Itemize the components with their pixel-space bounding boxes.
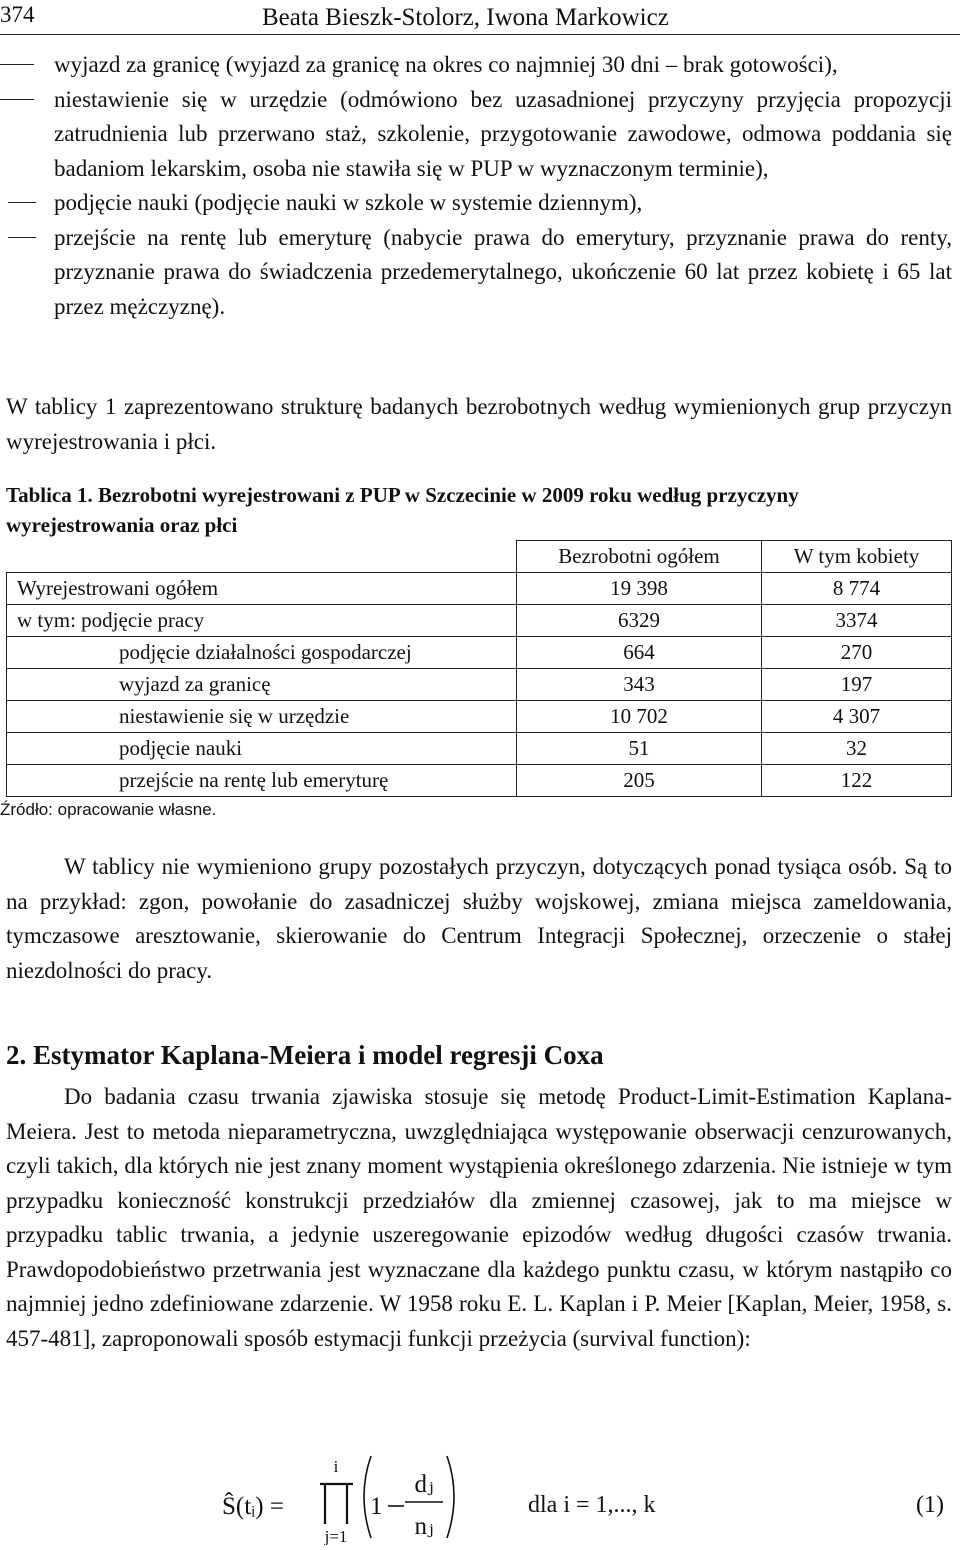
equation-graphic (0, 1450, 520, 1545)
row-label: podjęcie działalności gospodarczej (7, 637, 517, 669)
body-paragraph (6, 1080, 952, 1356)
row-label: przejście na rentę lub emeryturę (7, 765, 517, 797)
row-label: Wyrejestrowani ogółem (7, 573, 517, 605)
women-cell: 270 (762, 637, 952, 669)
total-cell: 205 (517, 765, 762, 797)
fraction-numerator: dⱼ (414, 1471, 434, 1498)
dash-marker (8, 202, 36, 203)
table-row (7, 637, 952, 669)
total-cell: 6329 (517, 605, 762, 637)
table-source: Źródło: opracowanie własne. (0, 800, 217, 819)
page-number: 374 (0, 2, 35, 27)
fraction-denominator: nⱼ (414, 1513, 434, 1540)
header-rule (0, 34, 960, 35)
total-cell: 10 702 (517, 701, 762, 733)
equation-condition: dla i = 1,..., k (528, 1492, 656, 1518)
table-caption: Tablica 1. Bezrobotni wyrejestrowani z PUP w Szczecinie w 2009 roku według przyczyny wyrejestrowania oraz płci (6, 483, 799, 537)
list-item-text: wyjazd za granicę (wyjazd za granicę na okres co najmniej 30 dni – brak gotowości), (54, 52, 838, 77)
table-row (7, 669, 952, 701)
dash-marker (0, 64, 34, 65)
total-cell: 51 (517, 733, 762, 765)
women-cell: 32 (762, 733, 952, 765)
table-row (7, 701, 952, 733)
list-item (0, 221, 952, 325)
list-item-text: przejście na rentę lub emeryturę (nabycie prawa do emerytury, przyznanie prawa do renty, przyznanie prawa do świadczenia przedemerytalnego, ukończenie 60 lat przez kobietę i 65 lat przez mężczyznę). (54, 224, 952, 319)
section-heading: 2. Estymator Kaplana-Meiera i model regresji Coxa (6, 1040, 604, 1070)
women-cell: 4 307 (762, 701, 952, 733)
body-paragraph (6, 850, 952, 988)
data-table (6, 540, 952, 797)
total-cell: 664 (517, 637, 762, 669)
women-cell: 3374 (762, 605, 952, 637)
table-header-cell: W tym kobiety (762, 541, 952, 573)
dash-marker (0, 99, 34, 100)
right-paren (447, 1456, 454, 1538)
women-cell: 8 774 (762, 573, 952, 605)
list-item-text: niestawienie się w urzędzie (odmówiono bez uzasadnionej przyczyny przyjęcia propozycji zatrudnienia lub przerwano staż, szkolenie, przygotowanie zawodowe, odmowa poddania się badaniom lekarskim, osoba nie stawiła się w PUP w wyznaczonym terminie), (54, 86, 952, 181)
list-item-text: podjęcie nauki (podjęcie nauki w szkole w systemie dziennym), (54, 190, 643, 215)
dash-marker (8, 237, 36, 238)
product-upper-limit: i (333, 1457, 339, 1476)
table-header-cell: Bezrobotni ogółem (517, 541, 762, 573)
table-row (7, 605, 952, 637)
total-cell: 19 398 (517, 573, 762, 605)
row-label: w tym: podjęcie pracy (7, 605, 517, 637)
equation-one: 1 (370, 1493, 383, 1520)
total-cell: 343 (517, 669, 762, 701)
row-label: wyjazd za granicę (7, 669, 517, 701)
running-title: Beata Bieszk-Stolorz, Iwona Markowicz (262, 4, 669, 31)
product-lower-limit: j=1 (324, 1527, 348, 1545)
intro-paragraph: W tablicy 1 zaprezentowano strukturę badanych bezrobotnych według wymienionych grup przyczyn wyrejestrowania i płci. (6, 394, 952, 454)
table-header-cell (7, 541, 517, 573)
women-cell: 122 (762, 765, 952, 797)
row-label: podjęcie nauki (7, 733, 517, 765)
women-cell: 197 (762, 669, 952, 701)
list-item (0, 186, 952, 221)
product-symbol (320, 1484, 353, 1524)
list-item (0, 83, 952, 187)
bullet-list (0, 48, 952, 324)
page-header (0, 0, 960, 30)
row-label: niestawienie się w urzędzie (7, 701, 517, 733)
table-header-row (7, 541, 952, 573)
equation-number: (1) (916, 1492, 944, 1518)
table-row (7, 573, 952, 605)
list-item (0, 48, 952, 83)
equation-lhs: Ŝ(tᵢ) = (222, 1493, 284, 1520)
table-row (7, 765, 952, 797)
equation (0, 1450, 960, 1545)
paragraph-text: Do badania czasu trwania zjawiska stosuje się metodę Product-Limit-Estimation Kaplana-Meiera. Jest to metoda nieparametryczna, uwzględniająca występowanie obserwacji cenzurowanych, czyli takich, dla których nie jest znany moment wystąpienia określonego zdarzenia. Nie istnieje w tym przypadku konieczność konstrukcji przedziałów dla zmiennej czasowej, jak to ma miejsce w przypadku tablic trwania, a jedynie uszeregowanie epizodów według długości czasów trwania. Prawdopodobieństwo przetrwania jest wyznaczane dla każdego punktu czasu, w którym nastąpiło co najmniej jedno zdefiniowane zdarzenie. W 1958 roku E. L. Kaplan i P. Meier [Kaplan, Meier, 1958, s. 457-481], zaproponowali sposób estymacji funkcji przeżycia (survival function): (6, 1084, 952, 1351)
paragraph-text: W tablicy nie wymieniono grupy pozostałych przyczyn, dotyczących ponad tysiąca osób. Są to na przykład: zgon, powołanie do zasadniczej służby wojskowej, zmiana miejsca zameldowania, tymczasowe aresztowanie, skierowanie do Centrum Integracji Społecznej, orzeczenie o stałej niezdolności do pracy. (6, 854, 952, 983)
table-row (7, 733, 952, 765)
